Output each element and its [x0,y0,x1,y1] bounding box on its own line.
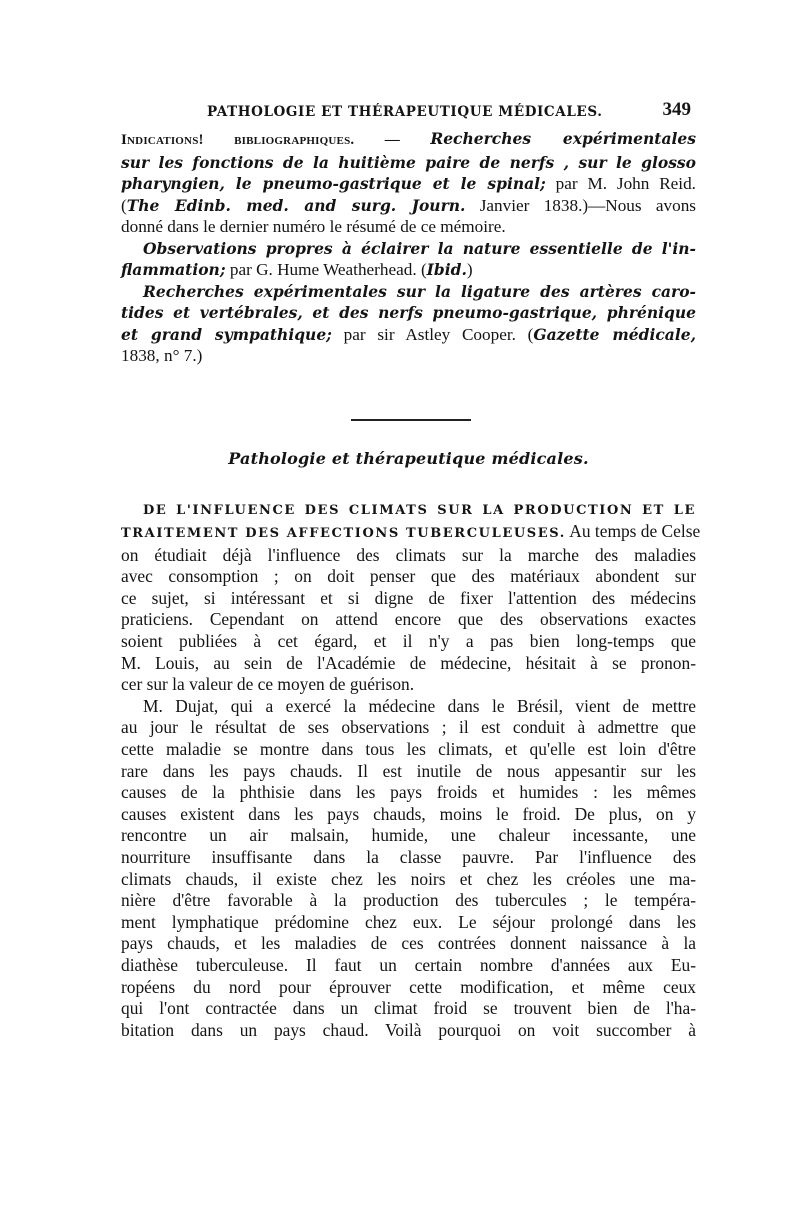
text-run: Janvier 1838.)—Nous avons [465,195,696,215]
text-line: qui l'ont contractée dans un climat froid se trouvent bien de l'ha- [121,998,696,1019]
article-heading-line [121,521,701,545]
text-line: pays chauds, et les maladies de ces contrées donnent naissance à la [121,933,696,954]
article-heading: DE L'INFLUENCE DES CLIMATS SUR LA PRODUCTION ET LE [143,502,696,518]
italic-text: sur les fonctions de la huitième paire de nerfs , sur le glosso [121,152,696,172]
text-run: par sir Astley Cooper. ( [331,324,534,344]
text-line: praticiens. Cependant on attend encore que des observations exactes [121,609,696,630]
small-caps-label: Indications [121,132,199,148]
section-title: Pathologie et thérapeutique médicales. [228,448,589,468]
text-line: causes de la phthisie dans les pays froids et humides : les mêmes [121,782,696,803]
text-line: nourriture insuffisante dans la classe pauvre. Par l'influence des [121,847,696,867]
text-line [121,259,696,281]
text-run: Au temps de Celse [565,521,701,542]
text-line [121,302,696,324]
text-line [121,173,696,195]
running-title: PATHOLOGIE ET THÉRAPEUTIQUE MÉDICALES. [207,104,603,120]
text-line [121,238,696,260]
text-line: climats chauds, il existe chez les noirs et chez les créoles une ma- [121,868,696,889]
text-line: au jour le résultat de ses observations ; il est conduit à admettre que [121,717,696,738]
text-line: M. Louis, au sein de l'Académie de médecine, hésitait à se pronon- [121,652,696,673]
text-line: nière d'être favorable à la production des tubercules ; le tempéra- [121,890,696,911]
bibliography-entry [121,238,696,281]
text-line: ce sujet, si intéressant et si digne de fixer l'attention des médecins [121,587,696,608]
text-line: ropéens du nord pour éprouver cette modification, et même ceux [121,976,696,997]
running-head [121,96,696,126]
italic-text: Recherches expérimentales [430,129,696,148]
text-line [121,345,696,367]
article-paragraph [121,498,701,696]
text-line [121,128,696,152]
text-line: on étudiait déjà l'influence des climats sur la marche des maladies [121,544,696,565]
text-line [121,324,696,346]
italic-text: Observations propres à éclairer la nature essentielle de l'in- [143,238,696,258]
article-body [121,498,701,1042]
italic-text: pharyngien, le pneumo-gastrique et le spinal; [121,174,546,193]
text-line: cette maladie se montre dans tous les climats, et qu'elle est loin d'être [121,739,696,760]
italic-text: tides et vertébrales, et des nerfs pneumo-gastrique, phrénique [121,303,696,322]
text-line: ment lymphatique prédomine chez eux. Le séjour prolongé dans les [121,911,696,932]
italic-text: Recherches expérimentales sur la ligature des artères caro- [143,281,696,301]
text-line [121,281,696,303]
section-divider-rule [351,419,471,421]
bibliography-entry [121,281,696,367]
italic-text: flammation; [121,260,226,279]
bibliography-section [121,128,696,367]
book-page [121,96,701,1041]
text-run: ( [121,195,127,215]
text-line [121,195,696,217]
italic-text: et grand sympathique; [121,324,332,344]
article-heading-line [121,498,696,522]
text-run: donné dans le dernier numéro le résumé de ce mémoire. [121,217,506,236]
text-line: causes existent dans les pays chauds, moins le froid. De plus, on y [121,803,696,824]
text-line: cer sur la valeur de ce moyen de guérison. [121,674,415,695]
text-line [121,216,696,238]
text-line [121,152,696,174]
small-caps-label: ! bibliographiques. — [198,132,431,148]
italic-text: Ibid. [426,260,467,279]
text-line: bitation dans un pays chaud. Voilà pourquoi on voit succomber à [121,1019,696,1040]
text-run: par M. John Reid. [545,174,696,193]
italic-text: The Edinb. med. and surg. Journ. [126,195,466,215]
text-line: soient publiées à cet égard, et il n'y a pas bien long-temps que [121,631,696,652]
bibliography-entry [121,128,696,238]
article-paragraph [121,696,696,1042]
text-line: rare dans les pays chauds. Il est inutile de nous appesantir sur les [121,760,696,781]
text-line: rencontre un air malsain, humide, une chaleur incessante, une [121,825,696,846]
italic-text: Gazette médicale, [533,324,696,344]
text-run: par G. Hume Weatherhead. ( [225,260,427,279]
text-run: ) [466,260,473,279]
text-line: diathèse tuberculeuse. Il faut un certain nombre d'années aux Eu- [121,954,696,975]
article-heading: TRAITEMENT DES AFFECTIONS TUBERCULEUSES. [121,526,566,542]
text-run: 1838, n° 7.) [121,346,203,365]
text-line: avec consomption ; on doit penser que des matériaux abondent sur [121,566,696,587]
page-number: 349 [662,99,691,120]
text-line: M. Dujat, qui a exercé la médecine dans le Brésil, vient de mettre [143,695,696,716]
